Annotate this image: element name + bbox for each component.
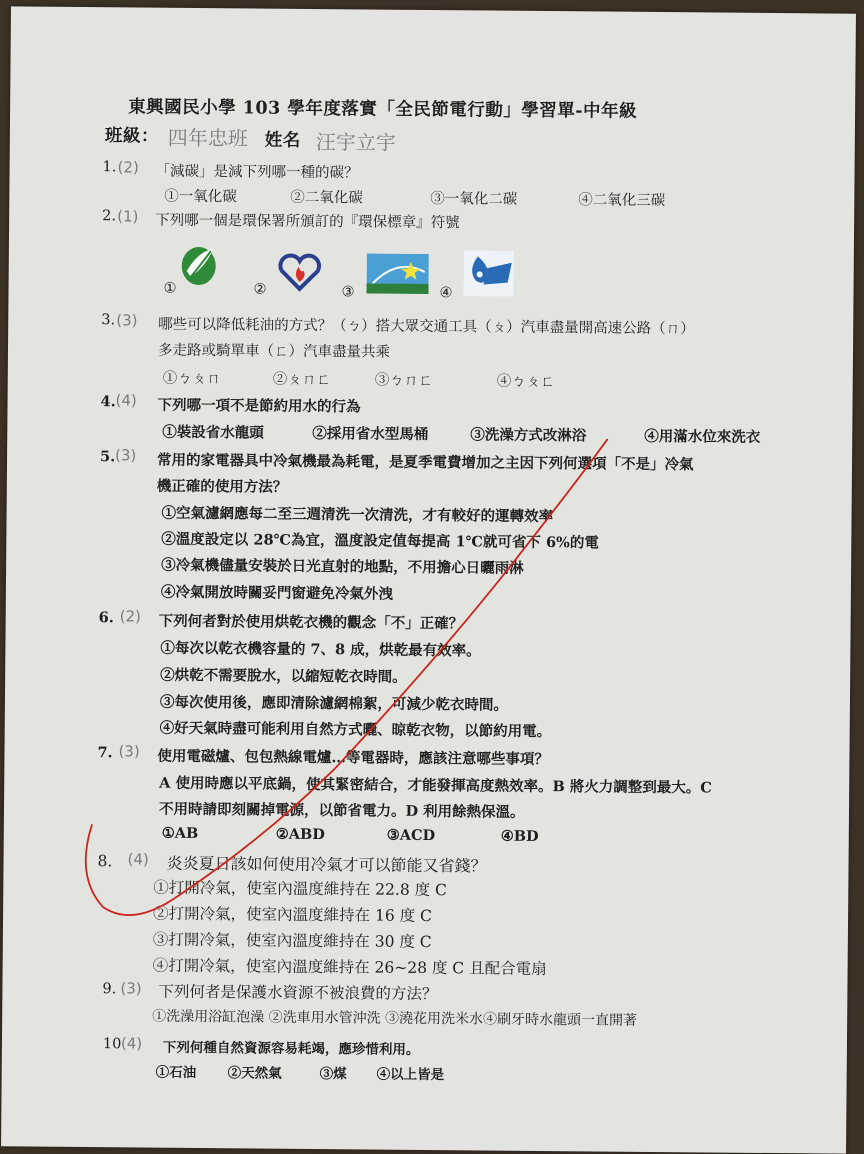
q7-text: 使用電磁爐、包包熱線電爐…等電器時，應該注意哪些事項？ [157,747,550,769]
q3-text-cont: 多走路或騎單車（ㄈ）汽車盡量共乘 [157,342,391,361]
q3-option-2: ②ㄆㄇㄈ [272,371,331,389]
q1-text: 「減碳」是減下列哪一種的碳？ [155,163,359,182]
q5-text-cont: 機正確的使用方法？ [156,477,288,496]
q6-option-3: ③每次使用後，應即清除濾網棉絮，可減少乾衣時間。 [159,693,508,714]
class-label: 班級： [104,126,159,147]
q7-option-2: ②ABD [275,825,325,844]
q4-text: 下列哪一項不是節約用水的行為 [157,396,361,416]
q6-number: 6. [98,609,114,627]
q6-option-1: ①每次以乾衣機容量的 7、8 成，烘乾最有效率。 [160,639,481,660]
q5-answer: (3) [114,446,137,465]
q9-number: 9. [102,981,117,998]
q2-answer: (1) [117,207,139,226]
q2-option-3: ③ [341,284,355,301]
q5-text: 常用的家電器具中冷氣機最為耗電，是夏季電費增加之主因下列何選項「不是」冷氣 [156,451,694,474]
q8-option-3: ③打開冷氣，使室內溫度維持在 30 度 C [152,930,432,952]
q5-option-2: ②溫度設定以 28℃為宜，溫度設定值每提高 1℃就可省下 6%的電 [161,530,599,552]
name-value-handwritten: 汪宇立宇 [315,130,396,155]
q3-option-3: ③ㄅㄇㄈ [374,372,433,390]
q8-text: 炎炎夏日該如何使用冷氣才可以節能又省錢？ [166,853,487,876]
q7-option-4: ④BD [500,827,539,845]
q3-text: 哪些可以降低耗油的方式？（ㄅ）搭大眾交通工具（ㄆ）汽車盡量開高速公路（ㄇ） [158,316,695,338]
q2-option-1: ① [163,280,177,297]
worksheet-page [1,6,856,1153]
q1-option-3: ③一氧化二碳 [430,191,518,208]
q2-option-4: ④ [439,285,453,302]
q2-option-2: ② [253,281,267,298]
q7-answer: (3) [118,742,140,761]
q8-answer: (4) [127,850,149,869]
q4-option-2: ②採用省水型馬桶 [312,424,429,443]
q9-answer: (3) [120,979,142,998]
q2-number: 2. [102,208,117,225]
q1-option-4: ④二氧化三碳 [578,192,666,210]
q10-option-2: ②天然氣 [227,1065,282,1082]
q7-number: 7. [97,744,113,762]
q5-option-3: ③冷氣機儘量安裝於日光直射的地點，不用擔心日曬雨淋 [161,556,524,577]
q10-number: 10 [102,1036,122,1053]
q4-number: 4. [100,393,116,411]
q7-option-1: ①AB [161,824,199,843]
q3-option-4: ④ㄅㄆㄈ [496,373,555,391]
q3-answer: (3) [116,311,138,330]
q10-option-1: ①石油 [155,1064,197,1081]
q10-text: 下列何種自然資源容易耗竭，應珍惜利用。 [162,1039,420,1058]
q8-option-4: ④打開冷氣，使室內溫度維持在 26~28 度 C 且配合電扇 [152,956,547,979]
q1-option-1: ①一氧化碳 [164,188,237,206]
q6-text: 下列何者對於使用烘乾衣機的觀念「不」正確？ [158,612,464,633]
q5-option-1: ①空氣濾網應每二至三週清洗一次清洗，才有較好的運轉效率 [161,504,554,526]
q4-answer: (4) [115,391,137,410]
q5-number: 5. [99,448,116,466]
q6-option-2: ②烘乾不需要脫水，以縮短乾衣時間。 [160,666,407,686]
q8-option-1: ①打開冷氣，使室內溫度維持在 22.8 度 C [153,878,448,900]
q9-options: ①洗澡用浴缸泡澡 ②洗車用水管沖洗 ③澆花用洗米水④刷牙時水龍頭一直開著 [152,1008,638,1029]
q6-option-4: ④好天氣時盡可能利用自然方式曬、晾乾衣物，以節約用電。 [159,719,552,741]
q9-text: 下列何者是保護水資源不被浪費的方法？ [158,982,438,1004]
class-value-handwritten: 四年忠班 [167,125,248,151]
q1-answer: (2) [117,158,139,177]
q1-option-2: ②二氧化碳 [290,189,363,207]
name-label: 姓名 [264,130,301,151]
q10-option-4: ④以上皆是 [376,1066,445,1084]
q8-number: 8. [97,852,113,871]
q1-number: 1. [102,159,117,176]
q2-text: 下列哪一個是環保署所頒訂的『環保標章』符號 [155,212,460,232]
q5-option-4: ④冷氣開放時關妥門窗避免冷氣外洩 [160,583,393,603]
q8-option-2: ②打開冷氣，使室內溫度維持在 16 度 C [152,904,433,926]
q7-statement-2: 不用時請即刻關掉電源，以節省電力。D 利用餘熱保溫。 [158,800,525,821]
page-title: 東興國民小學 103 學年度落實「全民節電行動」學習單-中年級 [128,97,638,122]
q3-option-1: ①ㄅㄆㄇ [162,370,221,388]
q6-answer: (2) [119,607,141,626]
q10-option-3: ③煤 [319,1066,347,1083]
q4-option-1: ①裝設省水龍頭 [162,423,264,442]
q7-statement-1: A 使用時應以平底鍋，使其緊密結合，才能發揮高度熱效率。B 將火力調整到最大。C [159,774,712,797]
q3-number: 3. [101,312,116,329]
q10-answer: (4) [120,1034,143,1053]
q4-option-3: ③洗澡方式改淋浴 [470,426,587,445]
red-check-mark [1,6,856,1153]
q7-option-3: ③ACD [386,826,436,845]
q4-option-4: ④用滿水位來洗衣 [644,427,761,446]
